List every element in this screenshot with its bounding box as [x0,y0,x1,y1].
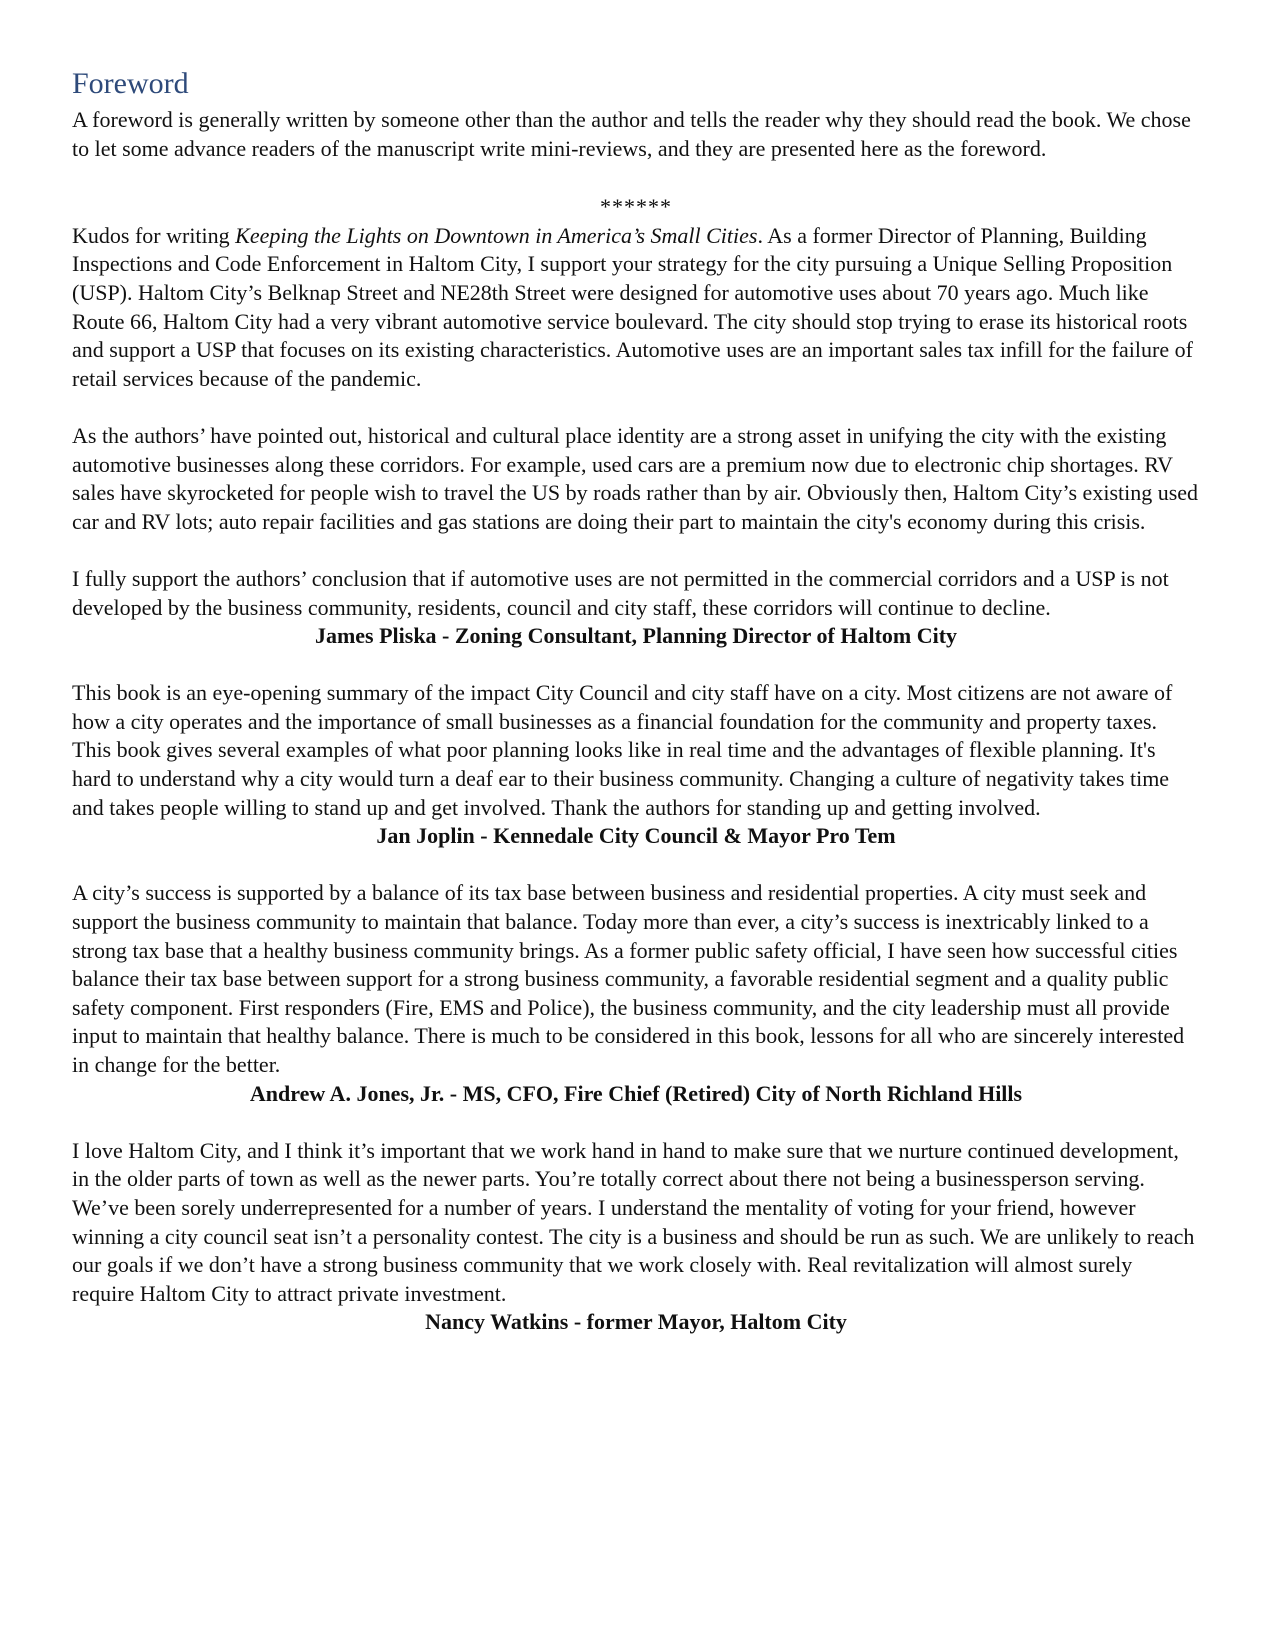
review-1-attribution: James Pliska - Zoning Consultant, Planning Director of Haltom City [314,623,958,649]
review-1-rest: . As a former Director of Planning, Building Inspections and Code Enforcement in Haltom City, I support your strategy for the city pursuing a Unique Selling Proposition (USP). Haltom City’s Belknap Street and NE28th Street were designed for automotive uses about 70 years ago. Much like Route 66, Haltom City had a very vibrant automotive service boulevard. The city should stop trying to erase its historical roots and support a USP that focuses on its existing characteristics. Automotive uses are an important sales tax infill for the failure of retail services because of the pandemic. [72,222,1193,391]
review-1-paragraph-2: As the authors’ have pointed out, historical and cultural place identity are a strong asset in unifying the city with the existing automotive businesses along these corridors. For example, used cars are a premium now due to electronic chip shortages. RV sales have skyrocketed for people wish to travel the US by roads rather than by air. Obviously then, Haltom City’s existing used car and RV lots; auto repair facilities and gas stations are doing their part to maintain the city's economy during this crisis. [72,422,1199,534]
paragraph-gap [72,851,1200,880]
paragraph-gap [72,651,1200,680]
review-1-paragraph-3: I fully support the authors’ conclusion that if automotive uses are not permitted in the commercial corridors and a USP is not developed by the business community, residents, council and city staff, these corridors will continue to decline. [72,565,1169,620]
review-4-paragraph: I love Haltom City, and I think it’s important that we work hand in hand to make sure that we nurture continued development, in the older parts of town as well as the newer parts. You’re totally correct about there not being a businessperson serving. We’ve been sorely underrepresented for a number of years. I understand the mentality of voting for your friend, however winning a city council seat isn’t a personality contest. The city is a business and should be run as such. We are unlikely to reach our goals if we don’t have a strong business community that we work closely with. Real revitalization will almost surely require Haltom City to attract private investment. [72,1137,1195,1306]
paragraph-gap [72,536,1200,565]
review-2-paragraph: This book is an eye-opening summary of the impact City Council and city staff have on a city. Most citizens are not aware of how a city operates and the importance of small businesses as a financial foundation for the community and property taxes. This book gives several examples of what poor planning looks like in real time and the advantages of flexible planning. It's hard to understand why a city would turn a deaf ear to their business community. Changing a culture of negativity takes time and takes people willing to stand up and get involved. Thank the authors for standing up and getting involved. [72,680,1173,820]
document-page [72,64,1200,1337]
intro-paragraph: A foreword is generally written by someone other than the author and tells the reader why they should read the book. We chose to let some advance readers of the manuscript write mini-reviews, and they are presented here as the foreword. [72,107,1191,161]
review-1-prefix: Kudos for writing [72,222,236,248]
book-title: Keeping the Lights on Downtown in America’s Small Cities [235,222,758,248]
review-3-attribution: Andrew A. Jones, Jr. - MS, CFO, Fire Chief (Retired) City of North Richland Hills [249,1080,1023,1106]
review-2-attribution: Jan Joplin - Kennedale City Council & Mayor Pro Tem [376,823,896,849]
paragraph-gap [72,1108,1200,1137]
review-4-attribution: Nancy Watkins - former Mayor, Haltom City [425,1309,847,1335]
section-separator: ****** [600,194,672,220]
review-1-paragraph-1 [72,222,1200,394]
paragraph-gap [72,393,1200,422]
review-3-paragraph: A city’s success is supported by a balance of its tax base between business and residential properties. A city must seek and support the business community to maintain that balance. Today more than ever, a city’s success is inextricably linked to a strong tax base that a healthy business community brings. As a former public safety official, I have seen how successful cities balance their tax base between support for a strong business community, a favorable residential segment and a quality public safety component. First responders (Fire, EMS and Police), the business community, and the city leadership must all provide input to maintain that healthy balance. There is much to be considered in this book, lessons for all who are sincerely interested in change for the better. [72,880,1185,1077]
page-title: Foreword [72,67,189,100]
